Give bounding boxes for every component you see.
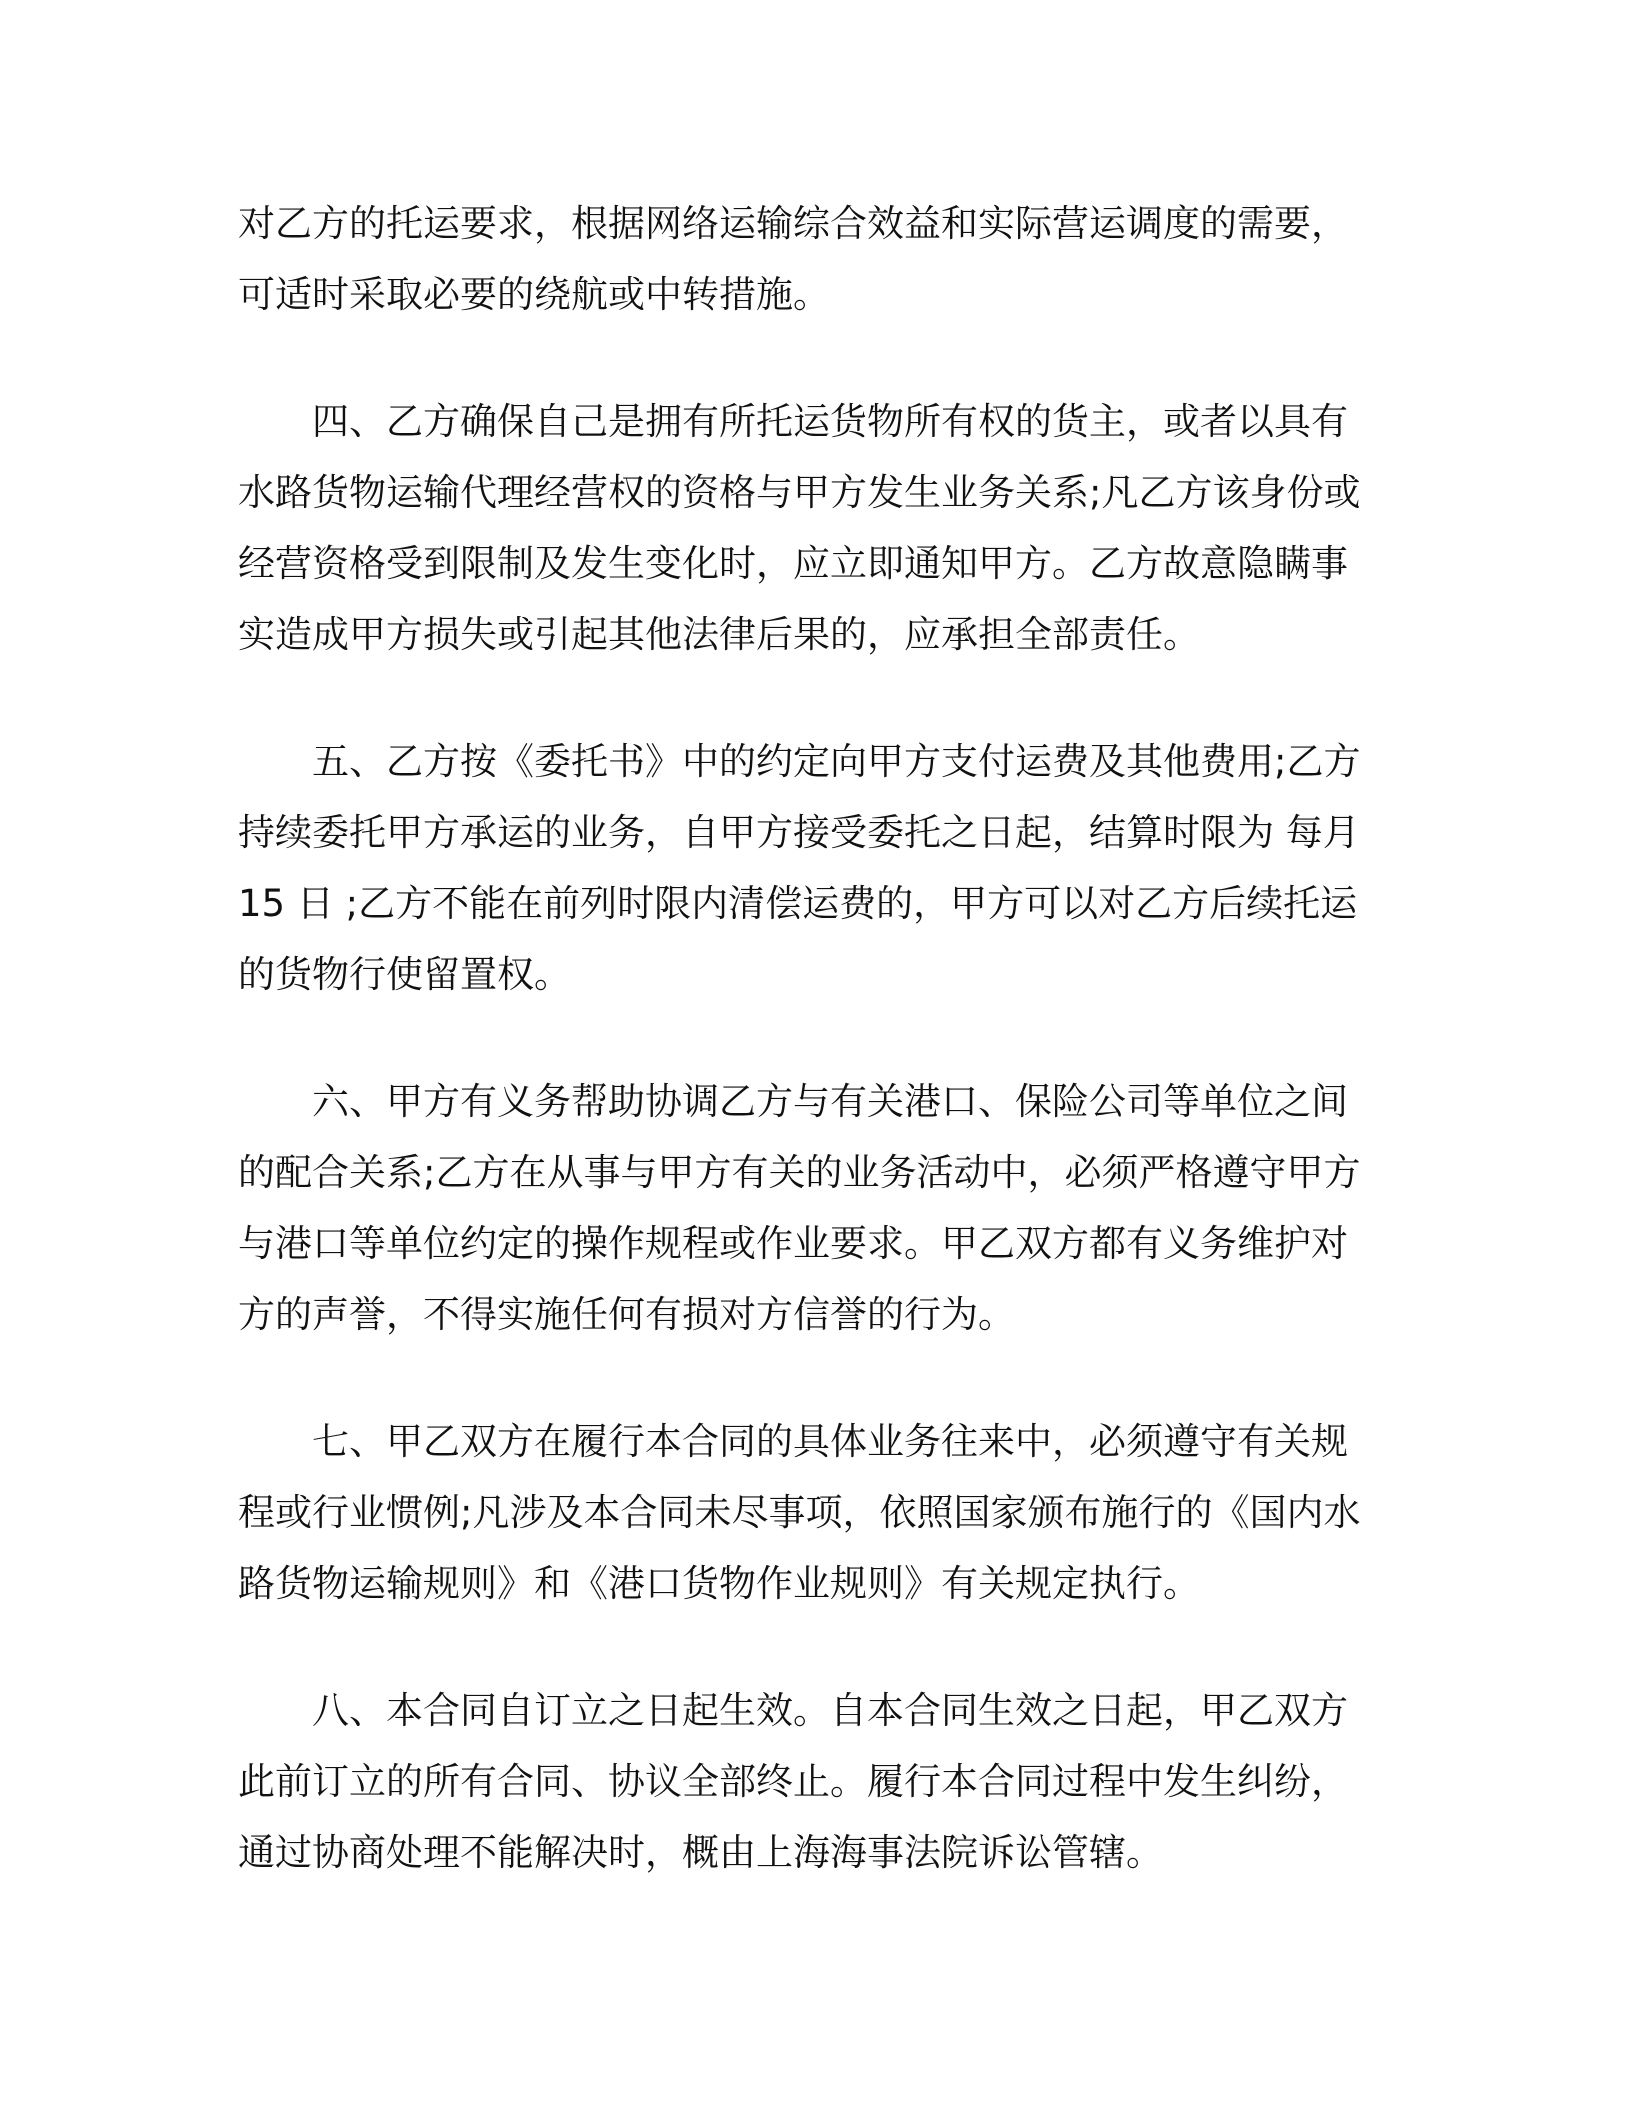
paragraph-clause-6 bbox=[238, 1066, 1378, 1350]
text-line: 经营资格受到限制及发生变化时，应立即通知甲方。乙方故意隐瞒事 bbox=[238, 542, 1348, 585]
text-line: 持续委托甲方承运的业务，自甲方接受委托之日起，结算时限为 每月 bbox=[238, 811, 1360, 854]
text-line: 的货物行使留置权。 bbox=[238, 953, 571, 996]
text-line: 七、甲乙双方在履行本合同的具体业务往来中，必须遵守有关规 bbox=[312, 1420, 1348, 1463]
paragraph-clause-7 bbox=[238, 1406, 1378, 1619]
text-line: 水路货物运输代理经营权的资格与甲方发生业务关系;凡乙方该身份或 bbox=[238, 471, 1361, 514]
text-line: 路货物运输规则》和《港口货物作业规则》有关规定执行。 bbox=[238, 1562, 1200, 1605]
text-line: 五、乙方按《委托书》中的约定向甲方支付运费及其他费用;乙方 bbox=[312, 740, 1361, 783]
text-line: 与港口等单位约定的操作规程或作业要求。甲乙双方都有义务维护对 bbox=[238, 1222, 1348, 1265]
document-body bbox=[238, 188, 1378, 1944]
paragraph-continuation bbox=[238, 188, 1378, 330]
text-line: 对乙方的托运要求，根据网络运输综合效益和实际营运调度的需要， bbox=[238, 202, 1348, 245]
text-line: 四、乙方确保自己是拥有所托运货物所有权的货主，或者以具有 bbox=[312, 400, 1348, 443]
text-line: 通过协商处理不能解决时，概由上海海事法院诉讼管辖。 bbox=[238, 1831, 1163, 1874]
text-line: 六、甲方有义务帮助协调乙方与有关港口、保险公司等单位之间 bbox=[312, 1080, 1348, 1123]
paragraph-clause-4 bbox=[238, 386, 1378, 670]
text-line: 八、本合同自订立之日起生效。自本合同生效之日起，甲乙双方 bbox=[312, 1689, 1348, 1732]
text-line: 方的声誉，不得实施任何有损对方信誉的行为。 bbox=[238, 1293, 1015, 1336]
text-line: 15 日 ;乙方不能在前列时限内清偿运费的，甲方可以对乙方后续托运 bbox=[238, 882, 1358, 925]
text-line: 此前订立的所有合同、协议全部终止。履行本合同过程中发生纠纷， bbox=[238, 1760, 1348, 1803]
paragraph-clause-5 bbox=[238, 726, 1378, 1010]
text-line: 可适时采取必要的绕航或中转措施。 bbox=[238, 273, 830, 316]
text-line: 实造成甲方损失或引起其他法律后果的，应承担全部责任。 bbox=[238, 613, 1200, 656]
paragraph-clause-8 bbox=[238, 1675, 1378, 1888]
text-line: 的配合关系;乙方在从事与甲方有关的业务活动中，必须严格遵守甲方 bbox=[238, 1151, 1361, 1194]
text-line: 程或行业惯例;凡涉及本合同未尽事项，依照国家颁布施行的《国内水 bbox=[238, 1491, 1361, 1534]
